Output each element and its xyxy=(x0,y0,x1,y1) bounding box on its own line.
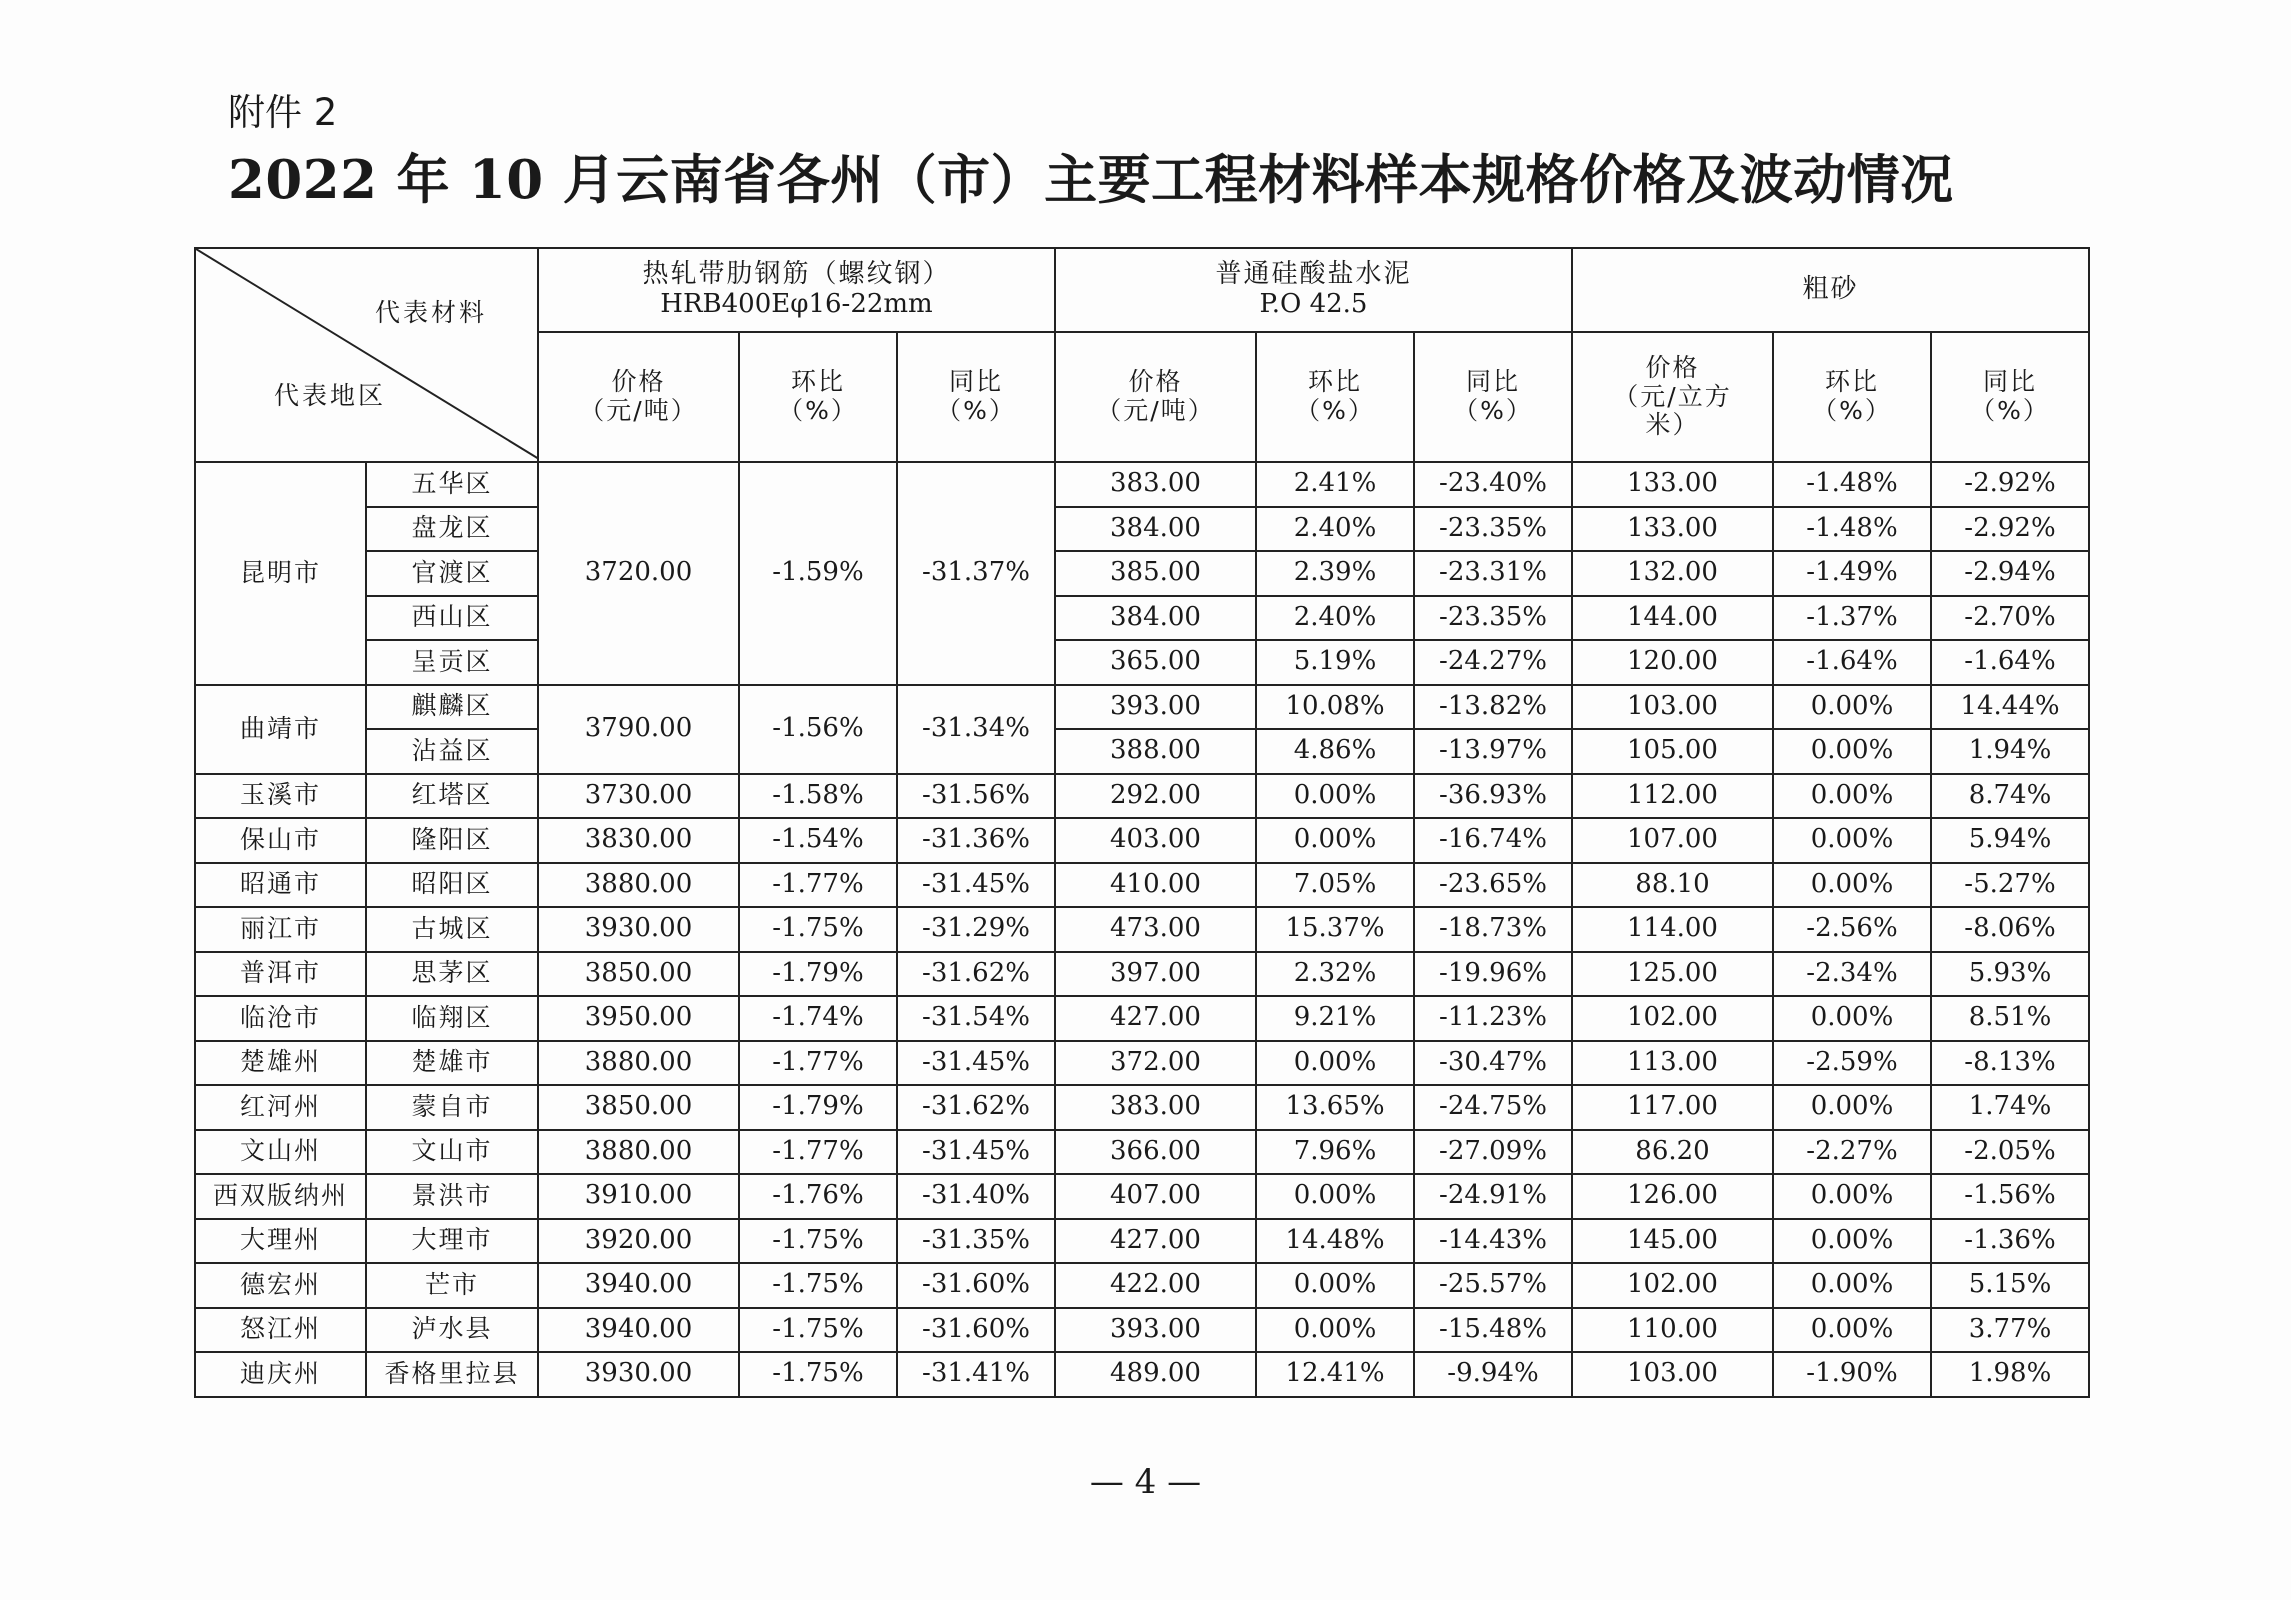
cement-price-cell: 385.00 xyxy=(1055,551,1256,596)
cement-yoy-cell: -23.35% xyxy=(1414,596,1572,641)
sand-mom-cell: 0.00% xyxy=(1773,729,1931,774)
district-cell: 思茅区 xyxy=(366,952,538,997)
material-header-row xyxy=(195,248,2089,332)
table-row xyxy=(195,596,2089,641)
sand-price-cell: 107.00 xyxy=(1572,818,1773,863)
cement-yoy-cell: -13.97% xyxy=(1414,729,1572,774)
header-line: 同比 xyxy=(1982,367,2037,397)
steel-yoy-cell: -31.34% xyxy=(897,685,1055,774)
sand-price-cell: 110.00 xyxy=(1572,1308,1773,1353)
cement-price-cell: 407.00 xyxy=(1055,1174,1256,1219)
cement-mom-cell: 4.86% xyxy=(1256,729,1414,774)
cement-yoy-cell: -16.74% xyxy=(1414,818,1572,863)
cement-price-cell: 422.00 xyxy=(1055,1263,1256,1308)
page-title: 2022 年 10 月云南省各州（市）主要工程材料样本规格价格及波动情况 xyxy=(228,149,1954,211)
steel-mom-cell: -1.77% xyxy=(739,1041,897,1086)
header-line: 价格 xyxy=(1128,367,1183,397)
header-line: 环比 xyxy=(790,367,845,397)
cement-price-cell: 473.00 xyxy=(1055,907,1256,952)
steel-yoy-cell: -31.45% xyxy=(897,1041,1055,1086)
page-number: — 4 — xyxy=(1089,1462,1202,1502)
cement-price-cell: 427.00 xyxy=(1055,1219,1256,1264)
sand-price-cell: 125.00 xyxy=(1572,952,1773,997)
sand-yoy-cell: -8.13% xyxy=(1931,1041,2089,1086)
header-line: 价格 xyxy=(1645,352,1700,382)
sand-price-cell: 132.00 xyxy=(1572,551,1773,596)
steel-mom-cell: -1.59% xyxy=(739,462,897,685)
cement-mom-cell: 7.96% xyxy=(1256,1130,1414,1175)
city-cell: 曲靖市 xyxy=(195,685,366,774)
sand-mom-cell: 0.00% xyxy=(1773,774,1931,819)
cement-price-cell: 372.00 xyxy=(1055,1041,1256,1086)
sand-yoy-cell: 1.74% xyxy=(1931,1085,2089,1130)
steel-price-cell: 3930.00 xyxy=(538,1352,739,1397)
steel-mom-cell: -1.75% xyxy=(739,1352,897,1397)
steel-price-cell: 3940.00 xyxy=(538,1263,739,1308)
cement-mom-cell: 2.39% xyxy=(1256,551,1414,596)
cement-mom-cell: 0.00% xyxy=(1256,1308,1414,1353)
district-cell: 文山市 xyxy=(366,1130,538,1175)
steel-yoy-cell: -31.54% xyxy=(897,996,1055,1041)
sand-mom-cell: -1.64% xyxy=(1773,640,1931,685)
mom-column-header xyxy=(739,332,897,462)
steel-price-cell: 3830.00 xyxy=(538,818,739,863)
sand-yoy-cell: -1.64% xyxy=(1931,640,2089,685)
sand-yoy-cell: 1.94% xyxy=(1931,729,2089,774)
steel-price-cell: 3720.00 xyxy=(538,462,739,685)
sand-yoy-cell: 5.94% xyxy=(1931,818,2089,863)
price-column-header xyxy=(1055,332,1256,462)
district-cell: 芒市 xyxy=(366,1263,538,1308)
cement-yoy-cell: -30.47% xyxy=(1414,1041,1572,1086)
header-line: （元/立方 xyxy=(1613,381,1732,411)
cement-yoy-cell: -15.48% xyxy=(1414,1308,1572,1353)
sand-mom-cell: 0.00% xyxy=(1773,818,1931,863)
sand-mom-cell: 0.00% xyxy=(1773,1174,1931,1219)
cement-yoy-cell: -13.82% xyxy=(1414,685,1572,730)
sand-yoy-cell: 3.77% xyxy=(1931,1308,2089,1353)
cement-price-cell: 384.00 xyxy=(1055,596,1256,641)
district-cell: 临翔区 xyxy=(366,996,538,1041)
city-cell: 丽江市 xyxy=(195,907,366,952)
city-cell: 西双版纳州 xyxy=(195,1174,366,1219)
material-name: 普通硅酸盐水泥 xyxy=(1215,259,1412,290)
cement-price-cell: 427.00 xyxy=(1055,996,1256,1041)
sand-price-cell: 103.00 xyxy=(1572,1352,1773,1397)
steel-mom-cell: -1.79% xyxy=(739,1085,897,1130)
city-cell: 保山市 xyxy=(195,818,366,863)
steel-mom-cell: -1.75% xyxy=(739,907,897,952)
district-cell: 古城区 xyxy=(366,907,538,952)
district-cell: 盘龙区 xyxy=(366,507,538,552)
steel-yoy-cell: -31.45% xyxy=(897,863,1055,908)
cement-mom-cell: 0.00% xyxy=(1256,1041,1414,1086)
city-cell: 临沧市 xyxy=(195,996,366,1041)
steel-yoy-cell: -31.56% xyxy=(897,774,1055,819)
steel-price-cell: 3850.00 xyxy=(538,952,739,997)
sand-yoy-cell: 1.98% xyxy=(1931,1352,2089,1397)
table-row xyxy=(195,996,2089,1041)
yoy-column-header xyxy=(1931,332,2089,462)
district-cell: 五华区 xyxy=(366,462,538,507)
cement-mom-cell: 0.00% xyxy=(1256,818,1414,863)
cement-yoy-cell: -23.31% xyxy=(1414,551,1572,596)
district-cell: 沾益区 xyxy=(366,729,538,774)
cement-yoy-cell: -36.93% xyxy=(1414,774,1572,819)
table-row xyxy=(195,507,2089,552)
sand-price-cell: 105.00 xyxy=(1572,729,1773,774)
table-row xyxy=(195,774,2089,819)
cement-mom-cell: 14.48% xyxy=(1256,1219,1414,1264)
header-line: （%） xyxy=(1970,396,2050,425)
sand-price-cell: 117.00 xyxy=(1572,1085,1773,1130)
city-cell: 大理州 xyxy=(195,1219,366,1264)
steel-yoy-cell: -31.37% xyxy=(897,462,1055,685)
sand-mom-cell: 0.00% xyxy=(1773,1219,1931,1264)
yoy-column-header xyxy=(897,332,1055,462)
sand-yoy-cell: -2.92% xyxy=(1931,507,2089,552)
header-line: （%） xyxy=(936,396,1016,425)
sand-mom-cell: -2.56% xyxy=(1773,907,1931,952)
sand-mom-cell: 0.00% xyxy=(1773,1308,1931,1353)
sand-price-cell: 103.00 xyxy=(1572,685,1773,730)
cement-mom-cell: 2.40% xyxy=(1256,596,1414,641)
sand-yoy-cell: -5.27% xyxy=(1931,863,2089,908)
sand-yoy-cell: -2.05% xyxy=(1931,1130,2089,1175)
yoy-column-header xyxy=(1414,332,1572,462)
steel-price-cell: 3930.00 xyxy=(538,907,739,952)
material-cement-header xyxy=(1055,248,1572,332)
material-name: 粗砂 xyxy=(1802,274,1859,305)
district-cell: 西山区 xyxy=(366,596,538,641)
table-row xyxy=(195,685,2089,730)
sand-price-cell: 120.00 xyxy=(1572,640,1773,685)
cement-price-cell: 366.00 xyxy=(1055,1130,1256,1175)
steel-mom-cell: -1.75% xyxy=(739,1219,897,1264)
material-steel-header xyxy=(538,248,1055,332)
district-cell: 景洪市 xyxy=(366,1174,538,1219)
cement-mom-cell: 2.41% xyxy=(1256,462,1414,507)
steel-price-cell: 3880.00 xyxy=(538,1130,739,1175)
header-line: 同比 xyxy=(1465,367,1520,397)
cement-price-cell: 365.00 xyxy=(1055,640,1256,685)
sand-price-cell: 102.00 xyxy=(1572,1263,1773,1308)
cement-price-cell: 410.00 xyxy=(1055,863,1256,908)
header-line: （元/吨） xyxy=(1096,396,1215,425)
sand-mom-cell: 0.00% xyxy=(1773,996,1931,1041)
city-cell: 迪庆州 xyxy=(195,1352,366,1397)
table-row xyxy=(195,1263,2089,1308)
sand-price-cell: 113.00 xyxy=(1572,1041,1773,1086)
cement-price-cell: 403.00 xyxy=(1055,818,1256,863)
steel-yoy-cell: -31.29% xyxy=(897,907,1055,952)
attachment-label: 附件 2 xyxy=(228,91,338,134)
table-row xyxy=(195,1130,2089,1175)
steel-price-cell: 3940.00 xyxy=(538,1308,739,1353)
cement-mom-cell: 13.65% xyxy=(1256,1085,1414,1130)
cement-price-cell: 393.00 xyxy=(1055,1308,1256,1353)
table-row xyxy=(195,1352,2089,1397)
sand-price-cell: 112.00 xyxy=(1572,774,1773,819)
table-row xyxy=(195,640,2089,685)
sand-yoy-cell: -2.70% xyxy=(1931,596,2089,641)
sand-yoy-cell: -1.36% xyxy=(1931,1219,2089,1264)
sand-mom-cell: -2.59% xyxy=(1773,1041,1931,1086)
header-line: 环比 xyxy=(1307,367,1362,397)
table-row xyxy=(195,1174,2089,1219)
table-row xyxy=(195,818,2089,863)
steel-yoy-cell: -31.60% xyxy=(897,1308,1055,1353)
steel-mom-cell: -1.79% xyxy=(739,952,897,997)
district-cell: 泸水县 xyxy=(366,1308,538,1353)
steel-yoy-cell: -31.60% xyxy=(897,1263,1055,1308)
sand-price-cell: 133.00 xyxy=(1572,507,1773,552)
steel-mom-cell: -1.75% xyxy=(739,1263,897,1308)
mom-column-header xyxy=(1256,332,1414,462)
cement-yoy-cell: -9.94% xyxy=(1414,1352,1572,1397)
steel-mom-cell: -1.56% xyxy=(739,685,897,774)
sand-mom-cell: -1.49% xyxy=(1773,551,1931,596)
cement-yoy-cell: -23.65% xyxy=(1414,863,1572,908)
steel-price-cell: 3920.00 xyxy=(538,1219,739,1264)
cement-yoy-cell: -25.57% xyxy=(1414,1263,1572,1308)
material-spec: HRB400Eφ16-22mm xyxy=(660,289,933,319)
cement-price-cell: 489.00 xyxy=(1055,1352,1256,1397)
steel-yoy-cell: -31.36% xyxy=(897,818,1055,863)
city-cell: 德宏州 xyxy=(195,1263,366,1308)
district-cell: 呈贡区 xyxy=(366,640,538,685)
header-line: 环比 xyxy=(1824,367,1879,397)
sand-mom-cell: -1.90% xyxy=(1773,1352,1931,1397)
sand-yoy-cell: -2.92% xyxy=(1931,462,2089,507)
steel-yoy-cell: -31.62% xyxy=(897,952,1055,997)
header-line: 价格 xyxy=(611,367,666,397)
cement-price-cell: 292.00 xyxy=(1055,774,1256,819)
header-line: （%） xyxy=(1453,396,1533,425)
steel-yoy-cell: -31.35% xyxy=(897,1219,1055,1264)
sand-price-cell: 86.20 xyxy=(1572,1130,1773,1175)
steel-yoy-cell: -31.62% xyxy=(897,1085,1055,1130)
cement-mom-cell: 7.05% xyxy=(1256,863,1414,908)
cement-yoy-cell: -11.23% xyxy=(1414,996,1572,1041)
header-line: （%） xyxy=(778,396,858,425)
district-cell: 隆阳区 xyxy=(366,818,538,863)
cement-mom-cell: 9.21% xyxy=(1256,996,1414,1041)
district-cell: 大理市 xyxy=(366,1219,538,1264)
price-column-header xyxy=(1572,332,1773,462)
corner-region-label: 代表地区 xyxy=(274,381,387,411)
city-cell: 红河州 xyxy=(195,1085,366,1130)
sand-mom-cell: 0.00% xyxy=(1773,1085,1931,1130)
cement-yoy-cell: -23.35% xyxy=(1414,507,1572,552)
cement-price-cell: 393.00 xyxy=(1055,685,1256,730)
sand-yoy-cell: -1.56% xyxy=(1931,1174,2089,1219)
sand-mom-cell: -2.27% xyxy=(1773,1130,1931,1175)
table-row xyxy=(195,729,2089,774)
city-cell: 楚雄州 xyxy=(195,1041,366,1086)
sand-price-cell: 102.00 xyxy=(1572,996,1773,1041)
steel-price-cell: 3730.00 xyxy=(538,774,739,819)
sand-price-cell: 133.00 xyxy=(1572,462,1773,507)
cement-yoy-cell: -27.09% xyxy=(1414,1130,1572,1175)
city-cell: 普洱市 xyxy=(195,952,366,997)
cement-yoy-cell: -19.96% xyxy=(1414,952,1572,997)
sand-price-cell: 114.00 xyxy=(1572,907,1773,952)
steel-mom-cell: -1.77% xyxy=(739,1130,897,1175)
steel-price-cell: 3950.00 xyxy=(538,996,739,1041)
city-cell: 怒江州 xyxy=(195,1308,366,1353)
sand-yoy-cell: -8.06% xyxy=(1931,907,2089,952)
table-row xyxy=(195,1219,2089,1264)
table-row xyxy=(195,907,2089,952)
header-line: （元/吨） xyxy=(579,396,698,425)
material-spec: P.O 42.5 xyxy=(1259,289,1368,319)
steel-mom-cell: -1.75% xyxy=(739,1308,897,1353)
steel-price-cell: 3880.00 xyxy=(538,1041,739,1086)
sand-mom-cell: 0.00% xyxy=(1773,1263,1931,1308)
cement-mom-cell: 2.32% xyxy=(1256,952,1414,997)
table-row xyxy=(195,1085,2089,1130)
header-line: （%） xyxy=(1295,396,1375,425)
header-line: 同比 xyxy=(948,367,1003,397)
cement-yoy-cell: -24.27% xyxy=(1414,640,1572,685)
material-sand-header xyxy=(1572,248,2089,332)
sand-mom-cell: -1.48% xyxy=(1773,462,1931,507)
steel-price-cell: 3850.00 xyxy=(538,1085,739,1130)
table-row xyxy=(195,1308,2089,1353)
cement-mom-cell: 15.37% xyxy=(1256,907,1414,952)
steel-yoy-cell: -31.41% xyxy=(897,1352,1055,1397)
steel-price-cell: 3910.00 xyxy=(538,1174,739,1219)
cement-mom-cell: 10.08% xyxy=(1256,685,1414,730)
cement-mom-cell: 2.40% xyxy=(1256,507,1414,552)
district-cell: 昭阳区 xyxy=(366,863,538,908)
cement-yoy-cell: -24.91% xyxy=(1414,1174,1572,1219)
cement-mom-cell: 5.19% xyxy=(1256,640,1414,685)
sand-yoy-cell: 14.44% xyxy=(1931,685,2089,730)
cement-yoy-cell: -23.40% xyxy=(1414,462,1572,507)
city-cell: 玉溪市 xyxy=(195,774,366,819)
district-cell: 麒麟区 xyxy=(366,685,538,730)
corner-header-cell xyxy=(195,248,538,462)
price-column-header xyxy=(538,332,739,462)
table-row xyxy=(195,551,2089,596)
cement-price-cell: 384.00 xyxy=(1055,507,1256,552)
steel-mom-cell: -1.58% xyxy=(739,774,897,819)
district-cell: 蒙自市 xyxy=(366,1085,538,1130)
mom-column-header xyxy=(1773,332,1931,462)
steel-yoy-cell: -31.40% xyxy=(897,1174,1055,1219)
district-cell: 香格里拉县 xyxy=(366,1352,538,1397)
cement-mom-cell: 0.00% xyxy=(1256,1174,1414,1219)
sand-yoy-cell: 8.51% xyxy=(1931,996,2089,1041)
sand-price-cell: 88.10 xyxy=(1572,863,1773,908)
steel-price-cell: 3880.00 xyxy=(538,863,739,908)
table-row xyxy=(195,952,2089,997)
sand-mom-cell: -2.34% xyxy=(1773,952,1931,997)
cement-yoy-cell: -24.75% xyxy=(1414,1085,1572,1130)
cement-yoy-cell: -14.43% xyxy=(1414,1219,1572,1264)
cement-yoy-cell: -18.73% xyxy=(1414,907,1572,952)
steel-yoy-cell: -31.45% xyxy=(897,1130,1055,1175)
district-cell: 官渡区 xyxy=(366,551,538,596)
diagonal-divider xyxy=(196,249,538,459)
cement-price-cell: 397.00 xyxy=(1055,952,1256,997)
cement-mom-cell: 0.00% xyxy=(1256,1263,1414,1308)
city-cell: 文山州 xyxy=(195,1130,366,1175)
sand-yoy-cell: 5.93% xyxy=(1931,952,2089,997)
sand-price-cell: 144.00 xyxy=(1572,596,1773,641)
sand-mom-cell: 0.00% xyxy=(1773,685,1931,730)
table-row xyxy=(195,863,2089,908)
table-row xyxy=(195,462,2089,507)
price-table xyxy=(194,247,2090,1398)
corner-material-label: 代表材料 xyxy=(374,298,487,327)
sand-price-cell: 126.00 xyxy=(1572,1174,1773,1219)
steel-mom-cell: -1.74% xyxy=(739,996,897,1041)
district-cell: 红塔区 xyxy=(366,774,538,819)
header-line: 米） xyxy=(1645,410,1700,440)
cement-mom-cell: 12.41% xyxy=(1256,1352,1414,1397)
sand-mom-cell: -1.48% xyxy=(1773,507,1931,552)
steel-mom-cell: -1.54% xyxy=(739,818,897,863)
cement-price-cell: 383.00 xyxy=(1055,1085,1256,1130)
sand-yoy-cell: 5.15% xyxy=(1931,1263,2089,1308)
steel-mom-cell: -1.77% xyxy=(739,863,897,908)
cement-price-cell: 388.00 xyxy=(1055,729,1256,774)
sand-price-cell: 145.00 xyxy=(1572,1219,1773,1264)
city-cell: 昭通市 xyxy=(195,863,366,908)
steel-price-cell: 3790.00 xyxy=(538,685,739,774)
sand-yoy-cell: 8.74% xyxy=(1931,774,2089,819)
steel-mom-cell: -1.76% xyxy=(739,1174,897,1219)
cement-price-cell: 383.00 xyxy=(1055,462,1256,507)
table-row xyxy=(195,1041,2089,1086)
sand-yoy-cell: -2.94% xyxy=(1931,551,2089,596)
sand-mom-cell: 0.00% xyxy=(1773,863,1931,908)
material-name: 热轧带肋钢筋（螺纹钢） xyxy=(642,259,951,290)
sand-mom-cell: -1.37% xyxy=(1773,596,1931,641)
district-cell: 楚雄市 xyxy=(366,1041,538,1086)
header-line: （%） xyxy=(1812,396,1892,425)
city-cell: 昆明市 xyxy=(195,462,366,685)
cement-mom-cell: 0.00% xyxy=(1256,774,1414,819)
price-table-body xyxy=(195,462,2089,1397)
